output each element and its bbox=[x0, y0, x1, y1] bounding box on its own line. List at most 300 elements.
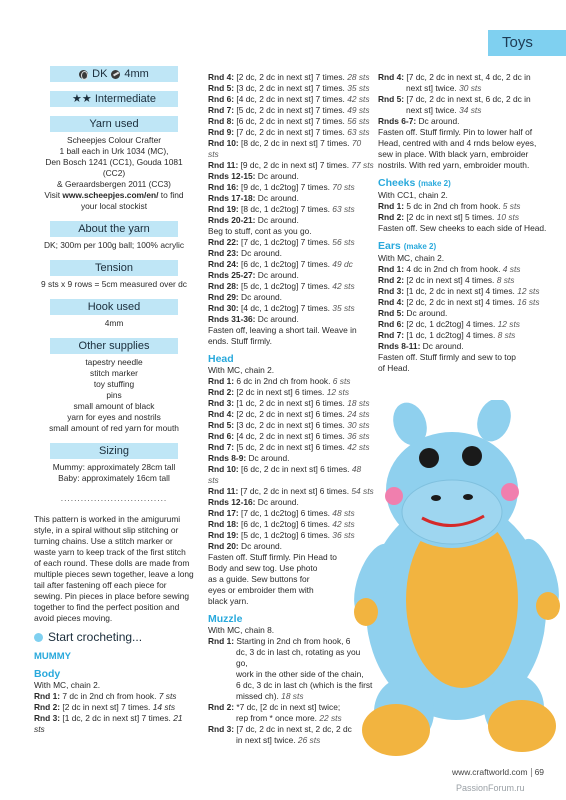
instruction-line bbox=[208, 226, 374, 237]
instruction-text: [2 dc in next st] 4 times. bbox=[404, 275, 497, 285]
right-column bbox=[378, 72, 554, 374]
instruction-text: Dc around. bbox=[420, 341, 464, 351]
instruction-line bbox=[208, 292, 374, 303]
crochet-hook-icon bbox=[111, 70, 120, 79]
sizing-line: Baby: approximately 16cm tall bbox=[58, 473, 170, 483]
round-label: Rnds 8-9: bbox=[208, 453, 247, 463]
stitch-count: 34 sts bbox=[459, 105, 482, 115]
instruction-text: Beg to stuff, cont as you go. bbox=[208, 226, 312, 236]
hook-used-heading: Hook used bbox=[50, 299, 178, 315]
instruction-text: of Head. bbox=[378, 363, 410, 373]
instruction-text: [8 dc, 1 dc2tog] 7 times. bbox=[238, 204, 333, 214]
instruction-text: 6 dc in 2nd ch from hook. bbox=[234, 376, 333, 386]
instruction-line bbox=[208, 94, 374, 105]
instruction-text: Dc around. bbox=[246, 453, 290, 463]
instruction-line bbox=[378, 190, 554, 201]
instruction-text: [7 dc, 2 dc in next st, 2 dc, 2 dc bbox=[234, 724, 352, 734]
round-label: Rnd 2: bbox=[208, 387, 235, 397]
instruction-line bbox=[208, 182, 374, 193]
instruction-text: [1 dc, 1 dc2tog] 4 times. bbox=[404, 330, 498, 340]
muzzle-instructions-cont bbox=[378, 72, 554, 171]
round-label: Rnd 11: bbox=[208, 486, 239, 496]
instruction-line bbox=[378, 149, 554, 160]
instruction-text: Head, centred with and 4 rnds below eyes, bbox=[378, 138, 537, 148]
instruction-text: Fasten off. Stuff firmly and sew to top bbox=[378, 352, 516, 362]
instruction-line bbox=[378, 319, 554, 330]
instruction-line bbox=[378, 72, 554, 83]
supply-item: yarn for eyes and nostrils bbox=[67, 412, 161, 422]
round-label: Rnd 5: bbox=[208, 420, 235, 430]
round-label: Rnd 10: bbox=[208, 464, 239, 474]
instruction-text: 4 dc in 2nd ch from hook. bbox=[404, 264, 503, 274]
stitch-count: 77 sts bbox=[351, 160, 374, 170]
difficulty-box bbox=[34, 91, 194, 107]
instruction-line bbox=[208, 365, 374, 376]
supply-item: pins bbox=[106, 390, 122, 400]
instruction-text: [7 dc, 2 dc in next st] 7 times. bbox=[234, 127, 348, 137]
instruction-line bbox=[208, 138, 374, 160]
difficulty-stars-icon: ★★ bbox=[72, 93, 92, 105]
sizing-box bbox=[34, 443, 194, 484]
stockist-line-2: your local stockist bbox=[80, 201, 148, 211]
instruction-text: Dc around. bbox=[255, 314, 299, 324]
round-label: Rnd 1: bbox=[208, 636, 235, 646]
instruction-line bbox=[208, 248, 374, 259]
instruction-text: as a guide. Sew buttons for bbox=[208, 574, 310, 584]
stitch-count: 6 sts bbox=[332, 376, 351, 386]
instruction-text: [1 dc, 2 dc in next st] 4 times. bbox=[404, 286, 518, 296]
instruction-line bbox=[378, 264, 554, 275]
round-label: Rnd 4: bbox=[208, 72, 235, 82]
instruction-text: Dc around. bbox=[404, 308, 448, 318]
instruction-text: [1 dc, 2 dc in next st] 6 times. bbox=[234, 398, 348, 408]
round-label: Rnd 18: bbox=[208, 519, 239, 529]
stitch-count: 49 dc bbox=[332, 259, 353, 269]
yarn-weight: DK bbox=[92, 68, 108, 80]
about-yarn-heading: About the yarn bbox=[50, 221, 178, 237]
instruction-text: eyes or embroider them with bbox=[208, 585, 314, 595]
round-label: Rnd 9: bbox=[208, 127, 235, 137]
stitch-count: 35 sts bbox=[332, 303, 355, 313]
instruction-line bbox=[378, 352, 554, 363]
tension-text: 9 sts x 9 rows = 5cm measured over dc bbox=[41, 279, 187, 289]
round-label: Rnd 11: bbox=[208, 160, 239, 170]
round-label: Rnd 5: bbox=[378, 94, 405, 104]
instruction-line bbox=[208, 193, 374, 204]
stockist-line bbox=[34, 190, 194, 201]
mummy-heading: MUMMY bbox=[34, 651, 71, 662]
instruction-line bbox=[208, 259, 374, 270]
supply-item: toy stuffing bbox=[93, 379, 135, 389]
round-label: Rnd 4: bbox=[208, 409, 235, 419]
instruction-text: [4 dc, 2 dc in next st] 6 times. bbox=[234, 431, 348, 441]
yarn-used-line: Den Bosch 1241 (CC1), Gouda 1081 (CC2) bbox=[45, 157, 183, 178]
instruction-line bbox=[378, 308, 554, 319]
instruction-text: With MC, chain 2. bbox=[208, 365, 275, 375]
instruction-text: Dc around. bbox=[255, 497, 299, 507]
visit-suffix: to find bbox=[158, 190, 184, 200]
yarn-ball-icon bbox=[79, 70, 88, 79]
instruction-text: [5 dc, 1 dc2tog] 6 times. bbox=[238, 530, 333, 540]
stitch-count: 63 sts bbox=[332, 204, 355, 214]
instruction-text: nostrils. With red yarn, embroider mouth. bbox=[378, 160, 530, 170]
stitch-count: 70 sts bbox=[332, 182, 355, 192]
watermark: PassionForum.ru bbox=[456, 783, 525, 793]
instruction-text: [2 dc, 2 dc in next st] 6 times. bbox=[234, 409, 348, 419]
instruction-text: Dc around. bbox=[238, 248, 283, 258]
instruction-text: in next st] twice. bbox=[236, 735, 298, 745]
round-label: Rnd 28: bbox=[208, 281, 239, 291]
instruction-text: [4 dc, 1 dc2tog] 7 times. bbox=[238, 303, 333, 313]
stitch-count: 54 sts bbox=[351, 486, 374, 496]
cheeks-make: (make 2) bbox=[418, 179, 451, 188]
instruction-text: [7 dc, 2 dc in next st, 6 dc, 2 dc in bbox=[404, 94, 531, 104]
instruction-text: With MC, chain 8. bbox=[208, 625, 275, 635]
instruction-text: 6 dc, 3 dc in last ch (which is the first bbox=[236, 680, 373, 690]
instruction-text: Dc around. bbox=[416, 116, 460, 126]
stitch-count: 8 sts bbox=[497, 330, 516, 340]
visit-prefix: Visit bbox=[44, 190, 63, 200]
round-label: Rnd 3: bbox=[208, 724, 235, 734]
instruction-text: Fasten off. Stuff firmly. Pin to lower half of bbox=[378, 127, 533, 137]
round-label: Rnd 1: bbox=[208, 376, 235, 386]
round-label: Rnd 5: bbox=[378, 308, 405, 318]
stitch-count: 42 sts bbox=[347, 442, 370, 452]
round-label: Rnds 20-21: bbox=[208, 215, 256, 225]
instruction-line bbox=[208, 314, 374, 325]
round-label: Rnd 19: bbox=[208, 530, 239, 540]
stitch-count: 36 sts bbox=[332, 530, 355, 540]
stitch-count: 5 sts bbox=[502, 201, 521, 211]
stitch-count: 56 sts bbox=[332, 237, 355, 247]
instruction-line bbox=[208, 127, 374, 138]
section-tab: Toys bbox=[488, 30, 566, 56]
round-label: Rnd 30: bbox=[208, 303, 239, 313]
instruction-line bbox=[208, 171, 374, 182]
weight-hook-header bbox=[50, 66, 178, 82]
ears-heading bbox=[378, 240, 554, 253]
instruction-line bbox=[208, 387, 374, 398]
instruction-line bbox=[34, 713, 194, 735]
stitch-count: 26 sts bbox=[297, 735, 321, 745]
ears-title: Ears bbox=[378, 240, 401, 252]
instruction-line bbox=[378, 127, 554, 138]
stitch-count: 10 sts bbox=[496, 212, 520, 222]
about-yarn-text: DK; 300m per 100g ball; 100% acrylic bbox=[43, 240, 185, 250]
instruction-line bbox=[378, 223, 554, 234]
round-label: Rnd 6: bbox=[208, 431, 235, 441]
instruction-text: [2 dc in next st] 5 times. bbox=[404, 212, 497, 222]
round-label: Rnd 2: bbox=[378, 275, 405, 285]
instruction-text: Dc around. bbox=[238, 541, 283, 551]
instruction-line bbox=[378, 330, 554, 341]
instruction-text: [2 dc in next st] 6 times. bbox=[234, 387, 327, 397]
instruction-line bbox=[208, 116, 374, 127]
instruction-line bbox=[378, 201, 554, 212]
instruction-text: missed ch). bbox=[236, 691, 282, 701]
dotted-divider: ................................ bbox=[60, 493, 168, 503]
round-label: Rnds 17-18: bbox=[208, 193, 256, 203]
round-label: Rnd 22: bbox=[208, 237, 239, 247]
stitch-count: 56 sts bbox=[347, 116, 370, 126]
page-footer bbox=[452, 767, 544, 777]
instruction-text: [6 dc, 2 dc in next st] 7 times. bbox=[234, 116, 348, 126]
round-label: Rnd 7: bbox=[378, 330, 405, 340]
round-label: Rnd 1: bbox=[378, 264, 405, 274]
yarn-used-line: & Geraardsbergen 2011 (CC3) bbox=[57, 179, 171, 189]
difficulty-label: Intermediate bbox=[94, 93, 156, 105]
round-label: Rnd 1: bbox=[34, 691, 61, 701]
stitch-count: 12 sts bbox=[326, 387, 350, 397]
instruction-text: [7 dc, 2 dc in next st, 4 dc, 2 dc in bbox=[404, 72, 531, 82]
cheeks-title: Cheeks bbox=[378, 177, 416, 189]
stitch-count: 36 sts bbox=[347, 431, 370, 441]
instruction-line bbox=[378, 94, 554, 105]
round-label: Rnd 19: bbox=[208, 204, 239, 214]
instruction-text: [1 dc, 2 dc in next st] 7 times. bbox=[60, 713, 174, 723]
instruction-text: Starting in 2nd ch from hook, 6 bbox=[234, 636, 351, 646]
instruction-text: *7 dc, [2 dc in next st] twice; bbox=[234, 702, 341, 712]
instruction-text: rep from * once more. bbox=[236, 713, 320, 723]
footer-divider bbox=[531, 768, 532, 777]
hook-size: 4mm bbox=[124, 68, 149, 80]
supply-item: tapestry needle bbox=[85, 357, 143, 367]
stitch-count: 8 sts bbox=[496, 275, 515, 285]
stitch-count: 14 sts bbox=[152, 702, 176, 712]
round-label: Rnd 3: bbox=[34, 713, 61, 723]
stitch-count: 18 sts bbox=[347, 398, 370, 408]
instruction-text: With CC1, chain 2. bbox=[378, 190, 448, 200]
instruction-text: Fasten off. Sew cheeks to each side of Head. bbox=[378, 223, 547, 233]
instruction-text: [7 dc, 1 dc2tog] 6 times. bbox=[238, 508, 333, 518]
cheeks-heading bbox=[378, 177, 554, 190]
stitch-count: 42 sts bbox=[347, 94, 370, 104]
instruction-text: work in the other side of the chain, bbox=[236, 669, 364, 679]
instruction-text: Dc around. bbox=[255, 215, 299, 225]
round-label: Rnd 17: bbox=[208, 508, 239, 518]
instruction-text: ends. Stuff firmly. bbox=[208, 336, 272, 346]
instruction-text: [2 dc, 2 dc in next st] 7 times. bbox=[234, 72, 348, 82]
round-label: Rnd 7: bbox=[208, 105, 235, 115]
round-label: Rnd 16: bbox=[208, 182, 239, 192]
instruction-line bbox=[208, 270, 374, 281]
yarn-used-heading: Yarn used bbox=[50, 116, 178, 132]
instruction-text: Body and sew tog. Use photo bbox=[208, 563, 318, 573]
instruction-text: [5 dc, 1 dc2tog] 7 times. bbox=[238, 281, 333, 291]
about-yarn-box bbox=[34, 221, 194, 251]
instruction-line bbox=[378, 341, 554, 352]
body-instructions bbox=[34, 680, 194, 735]
round-label: Rnd 29: bbox=[208, 292, 239, 302]
supply-item: small amount of black bbox=[73, 401, 155, 411]
stitch-count: 48 sts bbox=[208, 464, 362, 485]
yarn-used-line: 1 ball each in Urk 1034 (MC), bbox=[59, 146, 169, 156]
body-heading: Body bbox=[34, 668, 61, 680]
instruction-text: [9 dc, 2 dc in next st] 7 times. bbox=[238, 160, 352, 170]
round-label: Rnd 6: bbox=[208, 94, 235, 104]
instruction-line bbox=[208, 303, 374, 314]
instruction-line bbox=[378, 116, 554, 127]
instruction-text: Dc around. bbox=[238, 292, 283, 302]
instruction-text: Fasten off, leaving a short tail. Weave in bbox=[208, 325, 357, 335]
round-label: Rnd 7: bbox=[208, 442, 235, 452]
instruction-text: [5 dc, 2 dc in next st] 7 times. bbox=[234, 105, 348, 115]
round-label: Rnd 4: bbox=[378, 297, 405, 307]
instruction-text: sew in place. With black yarn, embroider bbox=[378, 149, 529, 159]
stitch-count: 49 sts bbox=[347, 105, 370, 115]
cheeks-instructions bbox=[378, 190, 554, 234]
instruction-line bbox=[378, 253, 554, 264]
stitch-count: 12 sts bbox=[517, 286, 540, 296]
ears-make: (make 2) bbox=[403, 242, 437, 251]
instruction-text: With MC, chain 2. bbox=[34, 680, 101, 690]
instruction-line bbox=[208, 237, 374, 248]
supply-item: small amount of red yarn for mouth bbox=[49, 423, 179, 433]
round-label: Rnds 8-11: bbox=[378, 341, 421, 351]
instruction-text: [3 dc, 2 dc in next st] 7 times. bbox=[234, 83, 348, 93]
instruction-text: [6 dc, 1 dc2tog] 6 times. bbox=[238, 519, 333, 529]
hook-used-box bbox=[34, 299, 194, 329]
instruction-text: [7 dc, 1 dc2tog] 7 times. bbox=[238, 237, 333, 247]
instruction-text: [4 dc, 2 dc in next st] 7 times. bbox=[234, 94, 348, 104]
round-label: Rnd 1: bbox=[378, 201, 405, 211]
stitch-count: 30 sts bbox=[459, 83, 482, 93]
instruction-text: [6 dc, 2 dc in next st] 6 times. bbox=[238, 464, 352, 474]
weight-hook-box bbox=[34, 66, 194, 82]
stitch-count: 28 sts bbox=[347, 72, 370, 82]
round-label: Rnds 25-27: bbox=[208, 270, 256, 280]
stitch-count: 63 sts bbox=[347, 127, 370, 137]
start-crocheting bbox=[34, 632, 194, 643]
instruction-text: [6 dc, 1 dc2tog] 7 times. bbox=[238, 259, 333, 269]
yarn-used-box bbox=[34, 116, 194, 212]
instruction-text: With MC, chain 2. bbox=[378, 253, 445, 263]
stitch-count: 18 sts bbox=[281, 691, 304, 701]
bullet-circle-icon bbox=[34, 633, 43, 642]
round-label: Rnds 6-7: bbox=[378, 116, 417, 126]
ears-instructions bbox=[378, 253, 554, 374]
instruction-line bbox=[208, 215, 374, 226]
instruction-line bbox=[208, 376, 374, 387]
instruction-text: [7 dc, 2 dc in next st] 6 times. bbox=[238, 486, 352, 496]
footer-url[interactable]: www.craftworld.com bbox=[452, 767, 528, 777]
stitch-count: 30 sts bbox=[347, 420, 370, 430]
tension-heading: Tension bbox=[50, 260, 178, 276]
instruction-text: dc, 3 dc in last ch, rotating as you go, bbox=[236, 647, 361, 668]
instruction-text: Dc around. bbox=[255, 193, 299, 203]
stitch-count: 16 sts bbox=[517, 297, 540, 307]
stitch-count: 12 sts bbox=[497, 319, 520, 329]
instruction-text: [2 dc, 1 dc2tog] 4 times. bbox=[404, 319, 498, 329]
stitch-count: 22 sts bbox=[319, 713, 342, 723]
instruction-line bbox=[378, 83, 554, 94]
instruction-line bbox=[378, 275, 554, 286]
stitch-count: 4 sts bbox=[502, 264, 521, 274]
intro-paragraph: This pattern is worked in the amigurumi style, in a spiral without slip stitching or turning chains. Use a stitch marker or waste yarn to keep track of the first stitch of each round. These dolls are made from multiple pieces sewn together, leave a long tail after fastening off each piece for sewing. Pin pieces in place before sewing together to find the perfect position and avoid pieces moving. bbox=[34, 514, 194, 623]
stitch-count: 48 sts bbox=[332, 508, 355, 518]
instruction-line bbox=[34, 702, 194, 713]
instruction-line bbox=[208, 72, 374, 83]
round-label: Rnd 6: bbox=[378, 319, 405, 329]
page-number: 69 bbox=[534, 767, 545, 777]
instruction-line bbox=[378, 297, 554, 308]
muzzle-heading: Muzzle bbox=[208, 613, 243, 625]
stitch-count: 7 sts bbox=[158, 691, 177, 701]
round-label: Rnds 12-16: bbox=[208, 497, 256, 507]
instruction-text: [8 dc, 2 dc in next st] 7 times. bbox=[238, 138, 352, 148]
yarn-used-line: Scheepjes Colour Crafter bbox=[66, 135, 162, 145]
stitch-count: 35 sts bbox=[347, 83, 370, 93]
round-label: Rnds 31-36: bbox=[208, 314, 256, 324]
instruction-line bbox=[208, 325, 374, 336]
round-label: Rnd 3: bbox=[208, 398, 235, 408]
round-label: Rnd 8: bbox=[208, 116, 235, 126]
instruction-text: Dc around. bbox=[255, 171, 299, 181]
round-label: Rnd 20: bbox=[208, 541, 239, 551]
stitch-count: 24 sts bbox=[347, 409, 370, 419]
hook-used-text: 4mm bbox=[104, 318, 124, 328]
round-label: Rnd 4: bbox=[378, 72, 405, 82]
instruction-text: [2 dc, 2 dc in next st] 4 times. bbox=[404, 297, 518, 307]
instruction-line bbox=[208, 105, 374, 116]
instruction-line bbox=[34, 691, 194, 702]
instruction-line bbox=[378, 363, 554, 374]
instruction-text: [9 dc, 1 dc2tog] 7 times. bbox=[238, 182, 333, 192]
scheepjes-link[interactable]: www.scheepjes.com/en/ bbox=[62, 190, 159, 200]
instruction-line bbox=[208, 204, 374, 215]
start-crocheting-label: Start crocheting... bbox=[48, 630, 143, 644]
round-label: Rnd 2: bbox=[378, 212, 405, 222]
head-heading: Head bbox=[208, 353, 234, 365]
instruction-line bbox=[378, 105, 554, 116]
instruction-text: [3 dc, 2 dc in next st] 6 times. bbox=[234, 420, 348, 430]
instruction-line bbox=[378, 160, 554, 171]
left-column bbox=[34, 66, 194, 735]
instruction-text: next st] twice. bbox=[406, 83, 460, 93]
round-label: Rnd 3: bbox=[378, 286, 405, 296]
instruction-line bbox=[378, 286, 554, 297]
instruction-line bbox=[208, 83, 374, 94]
stitch-count: 21 sts bbox=[34, 713, 183, 734]
instruction-line bbox=[34, 680, 194, 691]
sizing-heading: Sizing bbox=[50, 443, 178, 459]
round-label: Rnd 2: bbox=[34, 702, 61, 712]
other-supplies-heading: Other supplies bbox=[50, 338, 178, 354]
instruction-text: 5 dc in 2nd ch from hook. bbox=[404, 201, 503, 211]
crochet-hippo-toy-image bbox=[334, 400, 566, 765]
instruction-text: black yarn. bbox=[208, 596, 249, 606]
round-label: Rnd 5: bbox=[208, 83, 235, 93]
stitch-count: 42 sts bbox=[332, 519, 355, 529]
round-label: Rnd 2: bbox=[208, 702, 235, 712]
round-label: Rnd 24: bbox=[208, 259, 239, 269]
instruction-line bbox=[378, 212, 554, 223]
round-label: Rnds 12-15: bbox=[208, 171, 256, 181]
round-label: Rnd 23: bbox=[208, 248, 239, 258]
instruction-text: Fasten off. Stuff firmly. Pin Head to bbox=[208, 552, 337, 562]
stitch-count: 70 sts bbox=[208, 138, 362, 159]
instruction-line bbox=[378, 138, 554, 149]
body-instructions-cont bbox=[208, 72, 374, 347]
round-label: Rnd 10: bbox=[208, 138, 239, 148]
instruction-text: 7 dc in 2nd ch from hook. bbox=[60, 691, 159, 701]
other-supplies-box bbox=[34, 338, 194, 434]
instruction-line bbox=[208, 160, 374, 171]
supply-item: stitch marker bbox=[90, 368, 138, 378]
instruction-line bbox=[208, 336, 374, 347]
tension-box bbox=[34, 260, 194, 290]
instruction-text: next st] twice. bbox=[406, 105, 460, 115]
